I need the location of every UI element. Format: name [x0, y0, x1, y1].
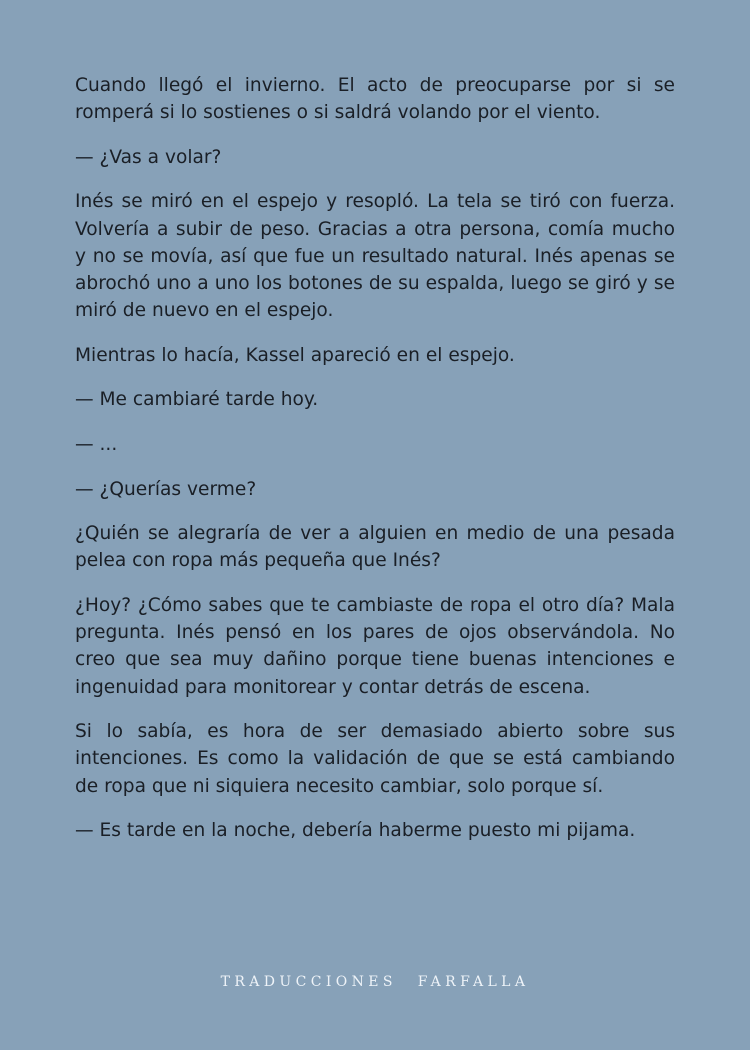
document-body [75, 72, 675, 862]
paragraph: — Es tarde en la noche, debería haberme puesto mi pijama. [75, 820, 636, 842]
paragraph: — ... [75, 433, 118, 455]
paragraph: Cuando llegó el invierno. El acto de preocuparse por si se romperá si lo sostienes o si saldrá volando por el viento. [75, 75, 675, 124]
paragraph: Inés se miró en el espejo y resopló. La tela se tiró con fuerza. Volvería a subir de peso. Gracias a otra persona, comía mucho y no se movía, así que fue un resultado natural. Inés apenas se abrochó uno a uno los botones de su espalda, luego se giró y se miró de nuevo en el espejo. [75, 191, 675, 322]
paragraph: ¿Quién se alegraría de ver a alguien en medio de una pesada pelea con ropa más pequeña que Inés? [75, 523, 675, 572]
paragraph: Si lo sabía, es hora de ser demasiado abierto sobre sus intenciones. Es como la validación de que se está cambiando de ropa que ni siquiera necesito cambiar, solo porque sí. [75, 721, 675, 797]
paragraph: — ¿Querías verme? [75, 478, 257, 500]
paragraph: — ¿Vas a volar? [75, 146, 222, 168]
paragraph: Mientras lo hacía, Kassel apareció en el espejo. [75, 344, 515, 366]
page-footer: TRADUCCIONES FARFALLA [220, 974, 530, 990]
paragraph: — Me cambiaré tarde hoy. [75, 389, 319, 411]
paragraph: ¿Hoy? ¿Cómo sabes que te cambiaste de ropa el otro día? Mala pregunta. Inés pensó en los pares de ojos observándola. No creo que sea muy dañino porque tiene buenas intenciones e ingenuidad para monitorear y contar detrás de escena. [75, 594, 675, 698]
